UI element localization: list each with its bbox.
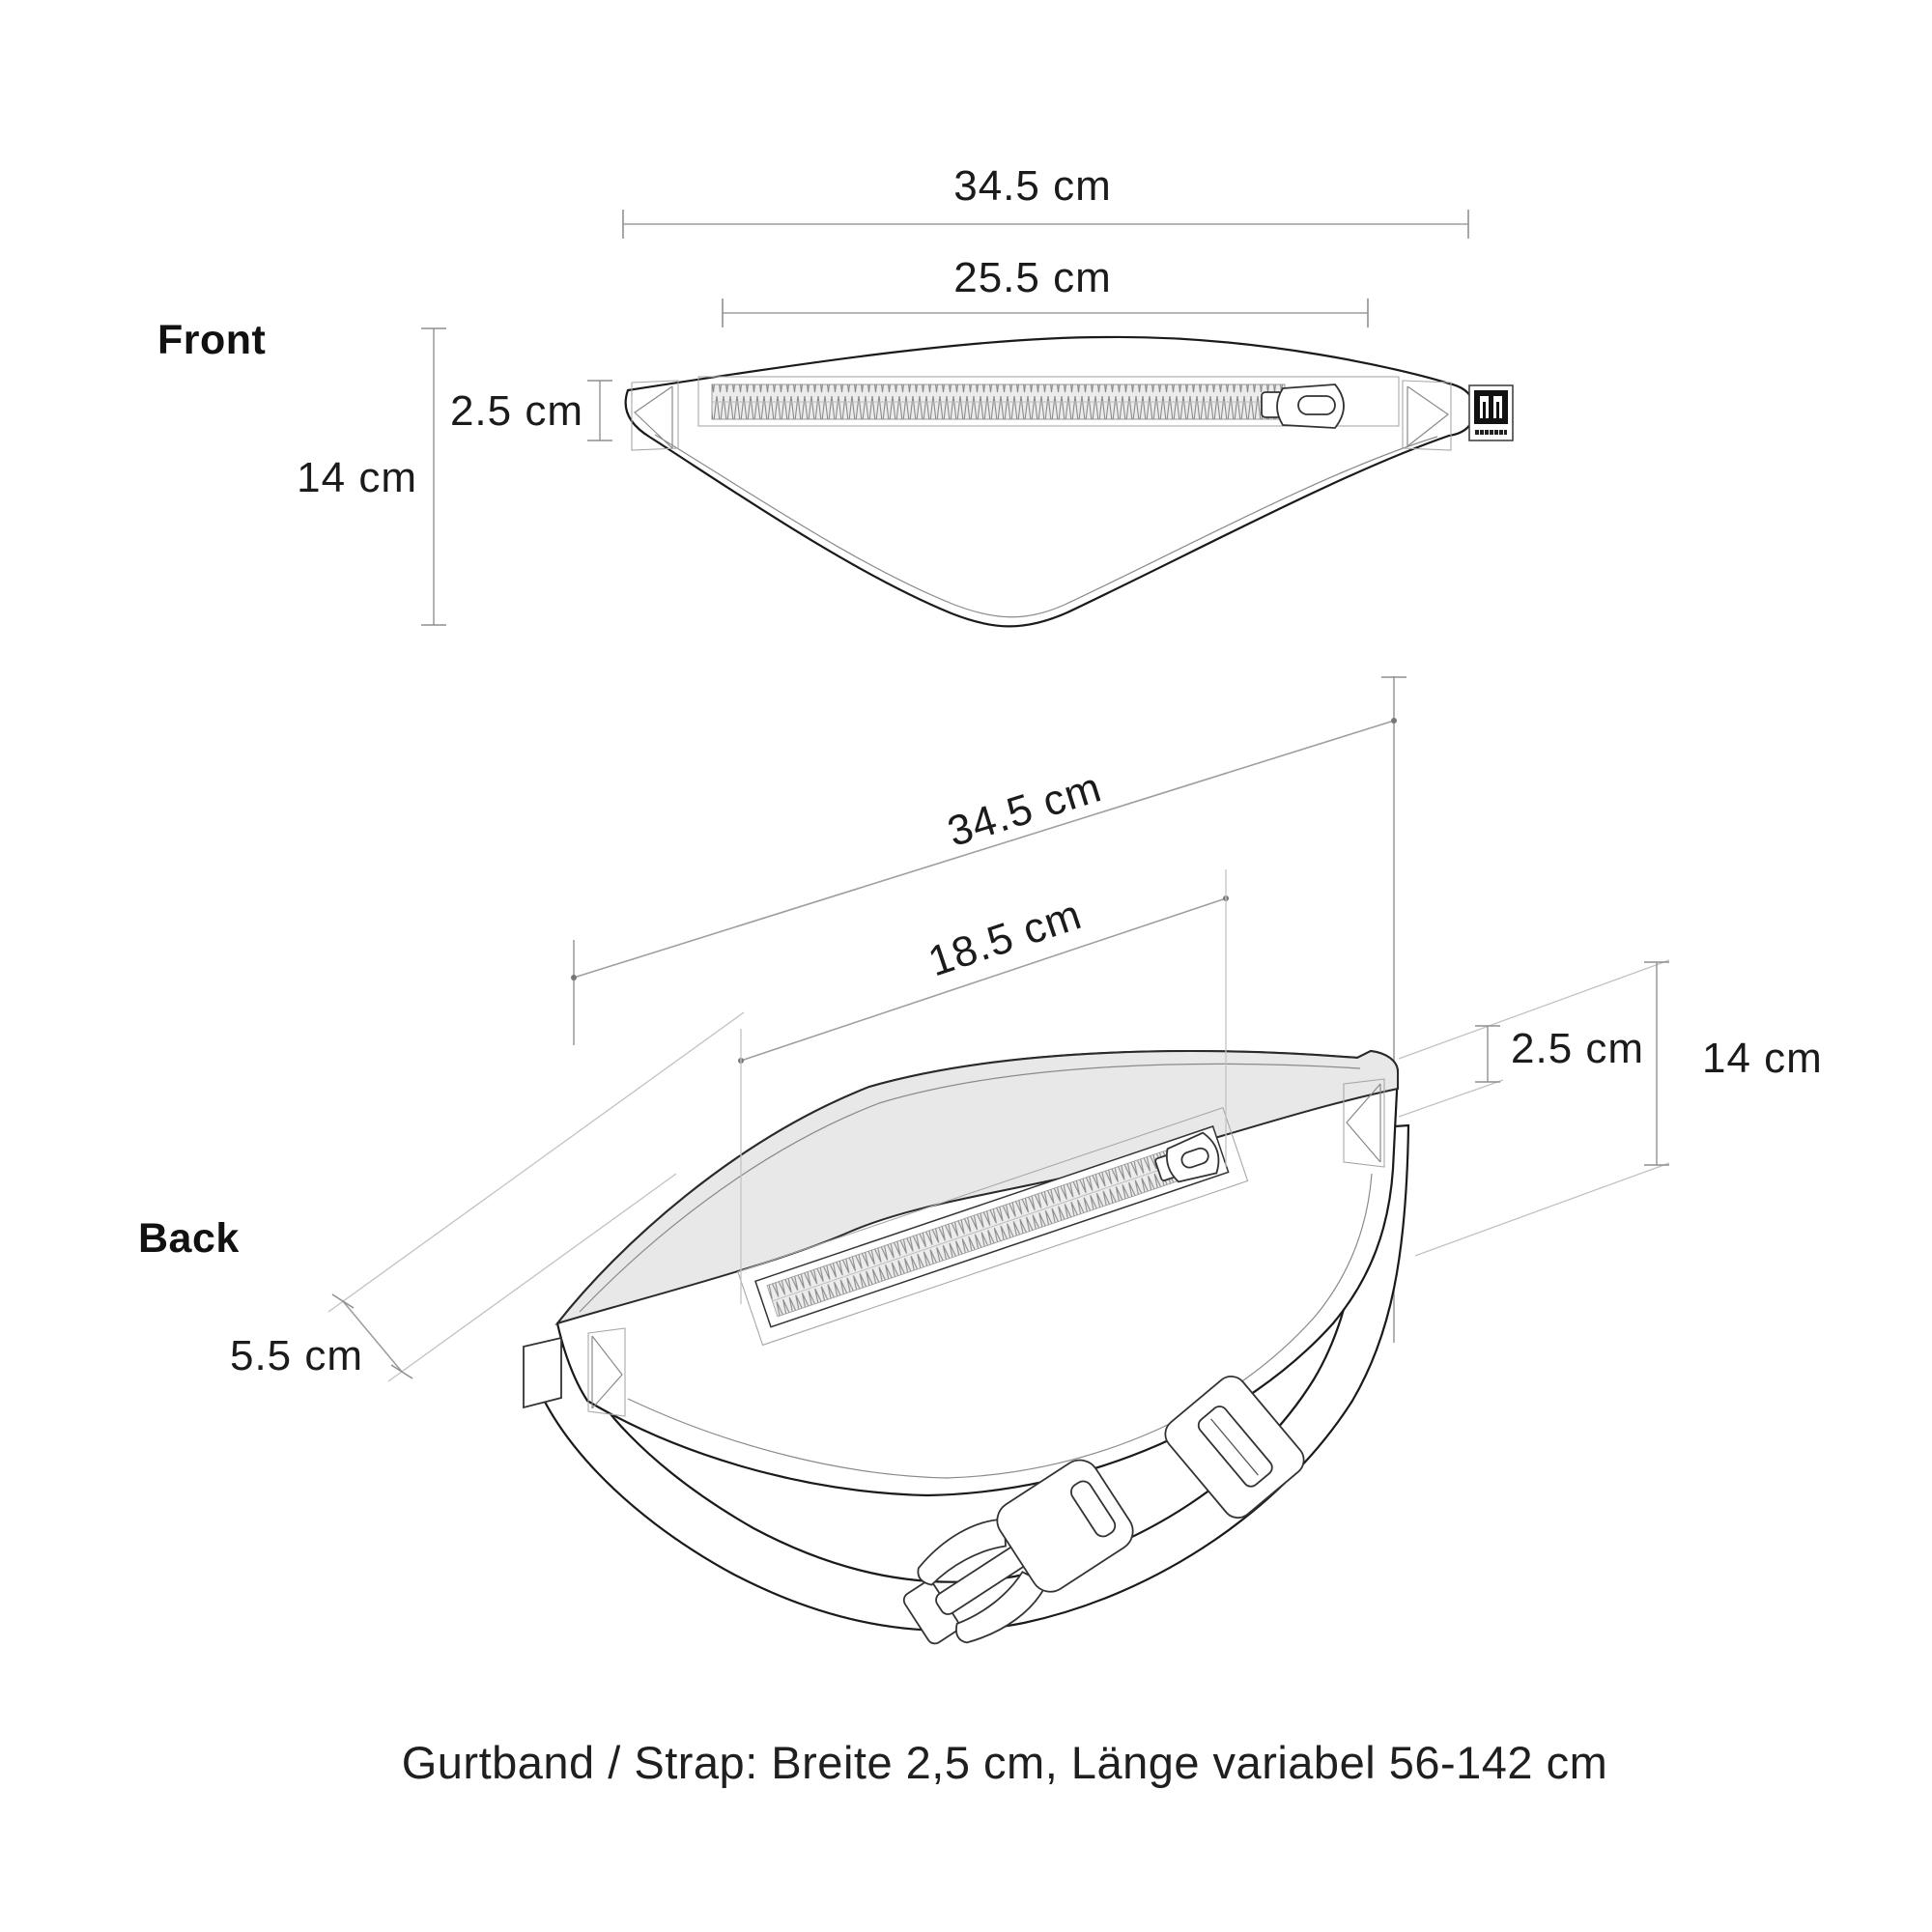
back-dim-zipper-width-label: 18.5 cm: [923, 891, 1088, 986]
back-dim-zipper-height: [1399, 960, 1669, 1117]
back-dim-height: [1415, 962, 1823, 1256]
back-dim-total-width: [571, 718, 1397, 1045]
brand-logo-icon: [1474, 390, 1508, 424]
back-dim-zipper-width: [738, 891, 1229, 1064]
back-dim-zipper-height-label: 2.5 cm: [1511, 1025, 1645, 1072]
front-bag-outline: [626, 337, 1474, 626]
strap-tab: [524, 1338, 561, 1407]
back-view-title: Back: [138, 1215, 240, 1262]
front-dim-zipper-height: [450, 381, 612, 440]
front-dim-zipper-width-label: 25.5 cm: [953, 254, 1112, 301]
back-view: [138, 676, 1823, 1665]
front-dim-total-width: [623, 162, 1468, 239]
back-dim-depth-label: 5.5 cm: [229, 1332, 364, 1379]
front-dim-zipper-height-label: 2.5 cm: [449, 387, 583, 435]
front-view-title: Front: [157, 317, 267, 363]
front-dim-height: [297, 328, 446, 625]
back-dim-total-width-label: 34.5 cm: [942, 763, 1108, 856]
front-view: [157, 162, 1513, 626]
back-dim-height-label: 14 cm: [1702, 1035, 1823, 1082]
back-bag-drawing: [524, 1051, 1408, 1665]
front-zipper: [712, 384, 1285, 419]
front-dim-height-label: 14 cm: [297, 454, 417, 501]
front-dim-total-width-label: 34.5 cm: [953, 162, 1112, 210]
front-dim-zipper-width: [723, 254, 1368, 327]
strap-caption: Gurtband / Strap: Breite 2,5 cm, Länge variabel 56-142 cm: [401, 1737, 1608, 1788]
front-bag-drawing: [626, 337, 1513, 626]
brand-tag: [1469, 385, 1513, 440]
